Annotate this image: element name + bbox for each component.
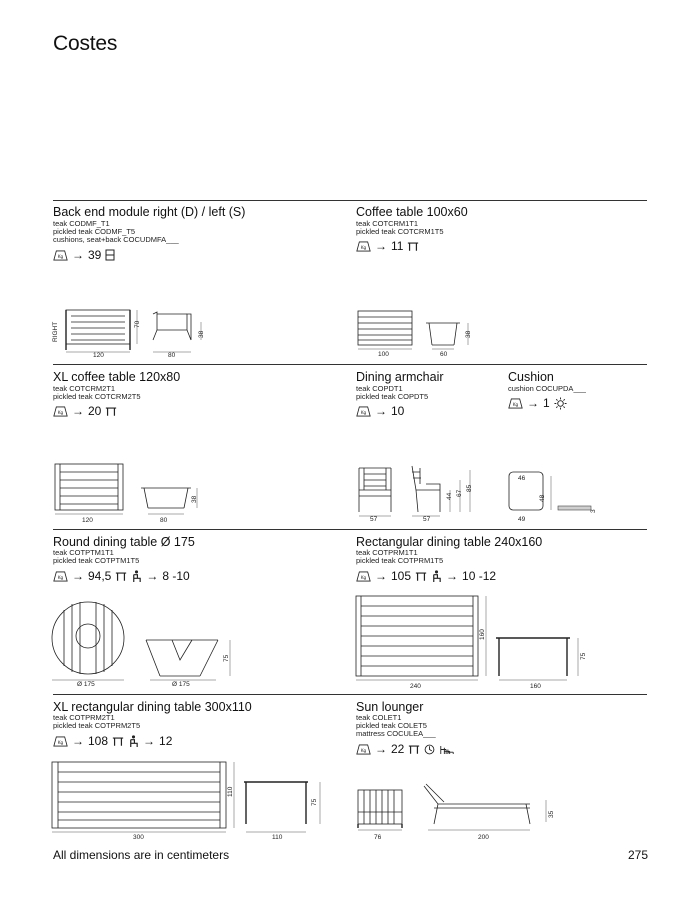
dim-label: Ø 175 (77, 681, 95, 688)
dim-label: 46 (518, 475, 526, 482)
dim-label: 80 (160, 517, 168, 524)
dim-label: 120 (82, 517, 93, 524)
product-codes (356, 385, 428, 401)
product-codes (53, 714, 140, 730)
product-name: Back end module right (D) / left (S) (53, 205, 246, 219)
weight-value: 39 (88, 248, 102, 262)
weight-row (53, 569, 190, 583)
weight-row (356, 404, 404, 418)
dim-label: 160 (479, 629, 486, 640)
dim-label: 110 (227, 786, 234, 797)
dim-label: Ø 175 (172, 681, 190, 688)
table-icon (408, 744, 420, 755)
arrow-text: → (72, 248, 84, 262)
seat-icon (128, 735, 139, 748)
arrow-text: → (375, 742, 387, 756)
weight-icon (53, 571, 68, 582)
arrow-text: → (375, 404, 387, 418)
product-name: XL coffee table 120x80 (53, 370, 181, 384)
dim-label: 70 (134, 320, 141, 328)
code-line: teak COTPRM1T1 (356, 548, 418, 557)
dim-label: 200 (478, 834, 489, 841)
xl-coffee-table-drawing (53, 462, 203, 517)
product-codes (53, 549, 139, 565)
product-name: Cushion (508, 370, 554, 384)
weight-icon (53, 736, 68, 747)
weight-row (356, 742, 455, 756)
dim-label: 3 (590, 509, 597, 513)
code-line: teak COTPTM1T1 (53, 548, 114, 557)
weight-value: 11 (391, 239, 404, 253)
round-table-drawing (50, 600, 250, 685)
dim-label: 160 (530, 683, 541, 690)
code-line: teak COPDT1 (356, 384, 403, 393)
dim-label: 67 (456, 489, 463, 497)
seats-value: 8 -10 (162, 569, 190, 583)
product-codes (356, 714, 436, 739)
code-line: teak COLET1 (356, 713, 402, 722)
module-icon (105, 249, 115, 261)
divider (53, 529, 647, 530)
dim-label: 48 (539, 494, 546, 502)
dim-label: 49 (518, 516, 526, 523)
seats-value: 12 (159, 734, 173, 748)
seat-icon (131, 570, 142, 583)
code-line: cushion COCUPDA___ (508, 384, 586, 393)
dim-label: 60 (440, 351, 448, 358)
dim-label: 80 (168, 352, 176, 359)
arrow-text: → (446, 569, 459, 583)
weight-value: 94,5 (88, 569, 112, 583)
product-name: Coffee table 100x60 (356, 205, 468, 219)
seats-value: 10 -12 (462, 569, 497, 583)
table-icon (112, 736, 124, 747)
product-name: Rectangular dining table 240x160 (356, 535, 543, 549)
clock-icon (424, 744, 435, 755)
dim-label: 57 (370, 516, 378, 523)
back-end-drawing (53, 300, 213, 362)
divider (53, 694, 647, 695)
code-line: cushions, seat+back COCUDMFA___ (53, 235, 179, 245)
table-icon (115, 571, 127, 582)
arrow-text: → (72, 734, 84, 748)
arrow-text: → (375, 569, 387, 583)
dim-label: 300 (133, 834, 144, 841)
table-icon (105, 406, 117, 417)
divider (53, 364, 647, 365)
weight-value: 10 (391, 404, 405, 418)
product-codes (356, 220, 444, 236)
weight-value: 20 (88, 404, 102, 418)
dim-label: 57 (423, 516, 431, 523)
code-line: mattress COCULEA___ (356, 729, 436, 739)
page-title: Costes (53, 32, 118, 55)
weight-icon (53, 406, 68, 417)
dim-label: 110 (272, 834, 283, 841)
weight-value: 105 (391, 569, 412, 583)
divider (53, 200, 647, 201)
product-name: Round dining table Ø 175 (53, 535, 195, 549)
product-codes (53, 220, 179, 245)
dim-label: 35 (548, 810, 555, 818)
footer-note: All dimensions are in centimeters (53, 848, 230, 862)
weight-icon (356, 744, 371, 755)
dim-label: RIGHT (52, 321, 59, 342)
weight-row (53, 248, 115, 262)
weight-value: 108 (88, 734, 109, 748)
weight-row (53, 734, 172, 748)
weight-value: 22 (391, 742, 405, 756)
dim-label: 38 (191, 495, 198, 503)
weight-icon (356, 571, 371, 582)
code-line: teak CODMF_T1 (53, 219, 110, 228)
weight-icon (508, 398, 523, 409)
dim-label: 240 (410, 683, 421, 690)
product-name: Dining armchair (356, 370, 444, 384)
weight-icon (356, 241, 371, 252)
code-line: teak COTCRM1T1 (356, 219, 419, 228)
code-line: pickled teak COTPRM2T5 (53, 721, 141, 731)
code-line: teak COTPRM2T1 (53, 713, 115, 722)
dim-label: 75 (311, 798, 318, 806)
sun-icon (554, 397, 567, 410)
weight-value: 1 (543, 396, 550, 410)
arrow-text: → (72, 569, 84, 583)
armchair-drawing (354, 460, 484, 518)
code-line: pickled teak COPDT5 (356, 392, 429, 402)
xl-rect-table-drawing (50, 758, 330, 838)
product-codes (356, 549, 443, 565)
code-line: pickled teak CODMF_T5 (53, 227, 136, 237)
code-line: pickled teak COLET5 (356, 721, 427, 731)
dim-label: 75 (580, 652, 587, 660)
weight-row (508, 396, 567, 410)
coffee-table-drawing (356, 305, 476, 355)
weight-row (356, 239, 419, 253)
code-line: pickled teak COTPRM1T5 (356, 556, 444, 566)
product-codes (53, 385, 141, 401)
code-line: pickled teak COTPTM1T5 (53, 556, 140, 566)
dim-label: 120 (93, 352, 104, 359)
product-name: Sun lounger (356, 700, 424, 714)
arrow-text: → (375, 239, 387, 253)
dim-label: 44 (446, 492, 453, 500)
dim-label: 38 (465, 330, 472, 338)
dim-label: 38 (198, 330, 205, 338)
dim-label: 76 (374, 834, 382, 841)
table-icon (415, 571, 427, 582)
arrow-text: → (72, 404, 84, 418)
arrow-text: → (527, 396, 539, 410)
weight-icon (53, 250, 68, 261)
product-name: XL rectangular dining table 300x110 (53, 700, 252, 714)
sun-lounger-drawing (354, 782, 564, 834)
arrow-text: → (143, 734, 156, 748)
table-icon (407, 241, 419, 252)
rect-table-drawing (354, 594, 594, 682)
product-codes (508, 385, 586, 393)
code-line: pickled teak COTCRM1T5 (356, 227, 444, 237)
weight-row (53, 404, 117, 418)
dim-label: 75 (223, 654, 230, 662)
weight-icon (356, 406, 371, 417)
page-number: 275 (628, 848, 649, 862)
seat-icon (431, 570, 442, 583)
dim-label: 85 (466, 484, 473, 492)
weight-row (356, 569, 496, 583)
stack-icon (439, 744, 455, 755)
code-line: teak COTCRM2T1 (53, 384, 116, 393)
dim-label: 100 (378, 351, 389, 358)
arrow-text: → (146, 569, 159, 583)
code-line: pickled teak COTCRM2T5 (53, 392, 141, 402)
